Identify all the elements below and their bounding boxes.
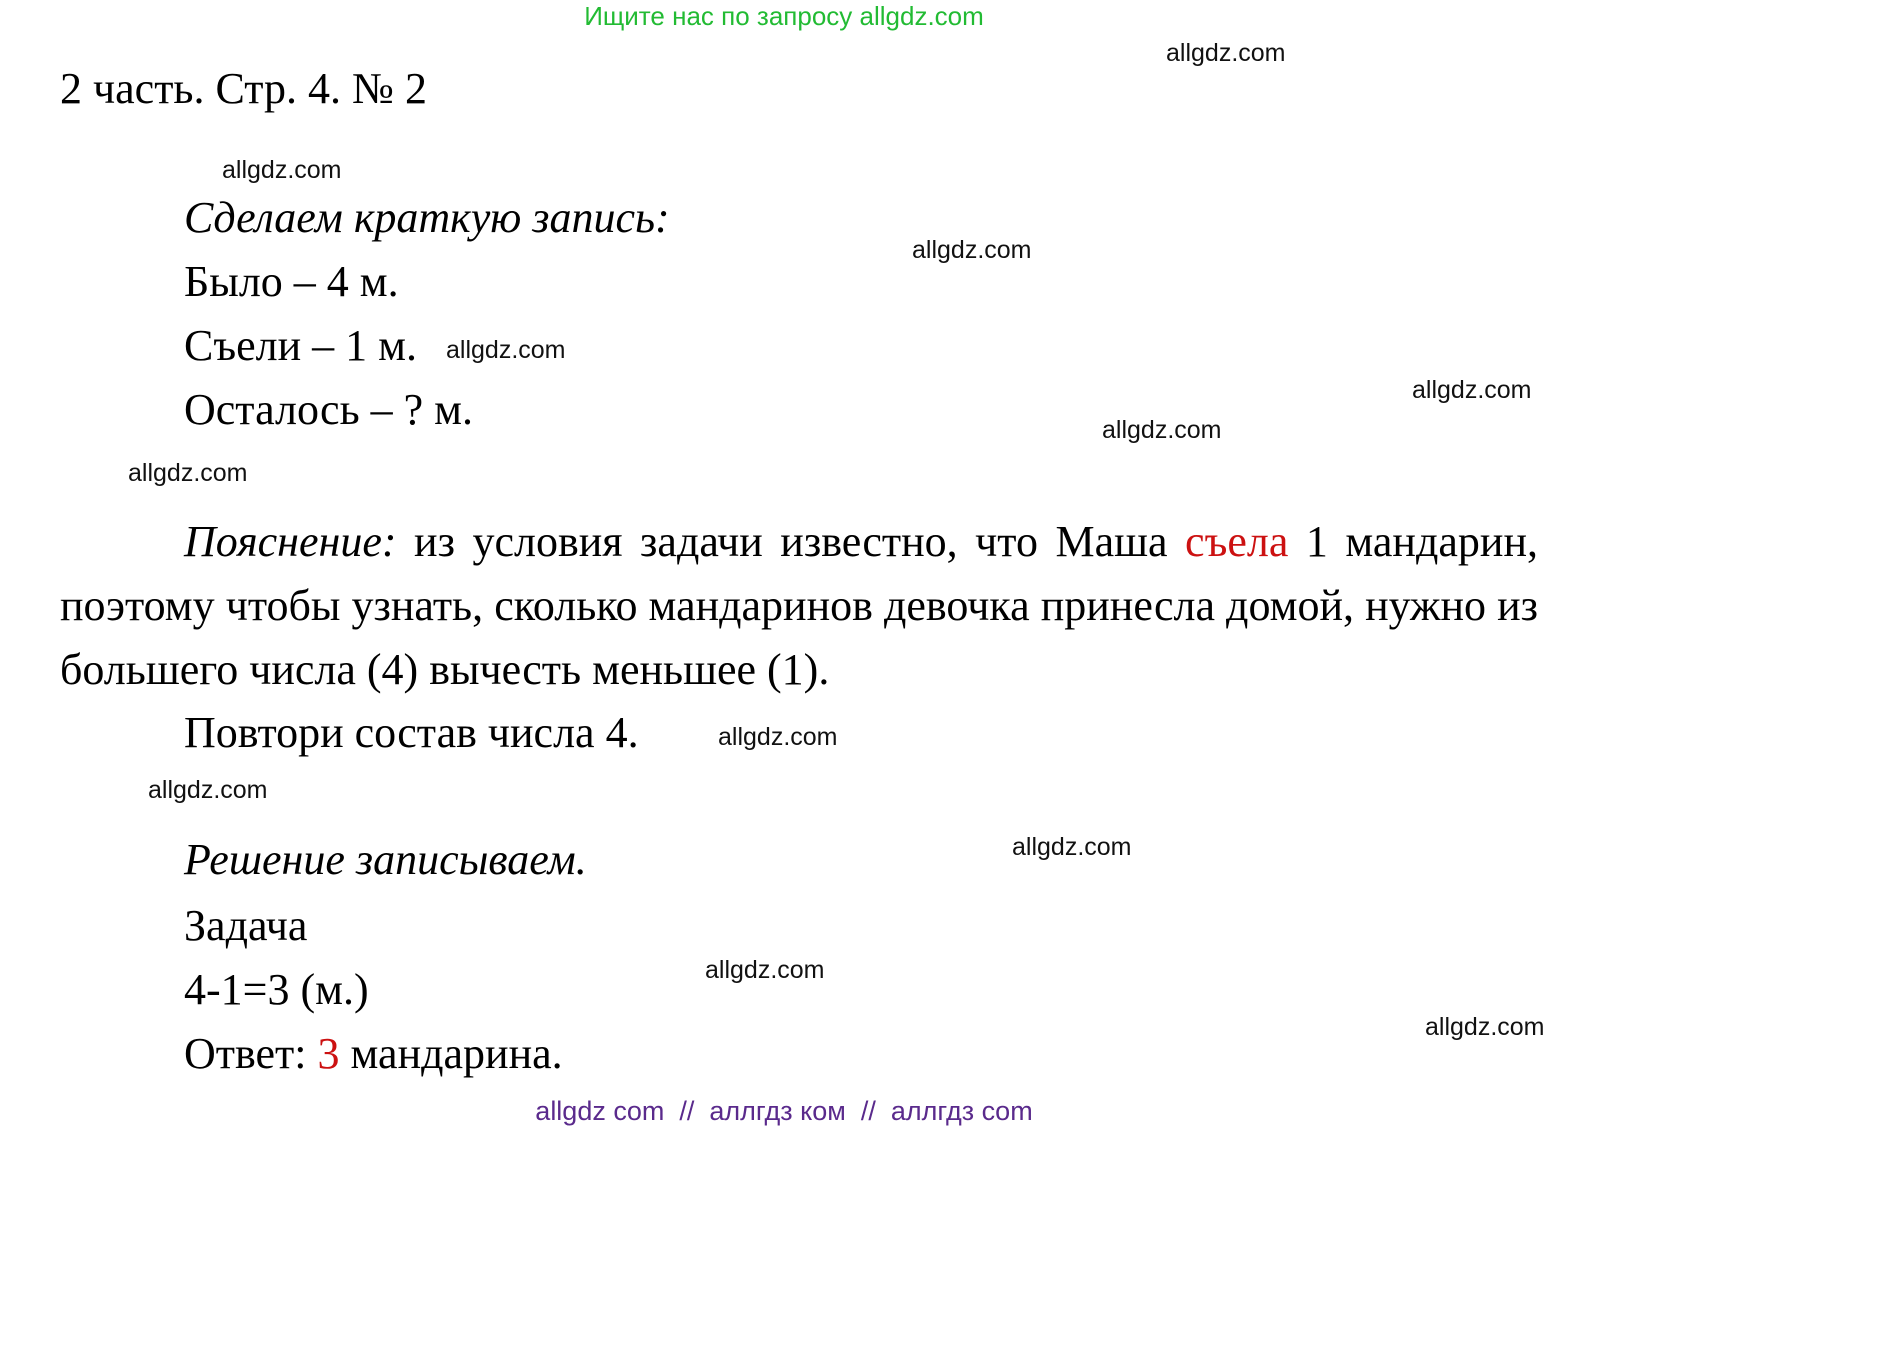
footer-link-allgdz-cyrillic[interactable]: аллгдз ком — [709, 1096, 846, 1126]
answer-unit: мандарина. — [339, 1029, 563, 1078]
short-note-title: Сделаем краткую запись: — [184, 193, 670, 242]
solution-task-label: Задача — [184, 901, 308, 950]
watermark: allgdz.com — [1412, 376, 1532, 404]
footer-separator: // — [845, 1096, 891, 1126]
watermark: allgdz.com — [128, 459, 248, 487]
explanation-text-before: из условия задачи известно, что Маша — [396, 517, 1186, 566]
watermark: allgdz.com — [1102, 416, 1222, 444]
watermark: allgdz.com — [446, 336, 566, 364]
explanation-text-after: 1 мандарин, поэтому чтобы узнать, сколько мандаринов девочка принесла домой, нужно из большего числа (4) вычесть меньшее (1). — [60, 517, 1538, 694]
watermark: allgdz.com — [705, 956, 825, 984]
answer-label: Ответ: — [184, 1029, 318, 1078]
answer-value: 3 — [317, 1029, 340, 1078]
solution-title: Решение записываем. — [184, 835, 587, 884]
watermark: allgdz.com — [718, 723, 838, 751]
watermark: allgdz.com — [148, 776, 268, 804]
short-note-line-left: Осталось – ? м. — [184, 385, 474, 434]
solution-answer — [184, 1026, 563, 1082]
watermark: allgdz.com — [1166, 39, 1286, 67]
top-banner-link[interactable]: Ищите нас по запросу allgdz.com — [584, 1, 984, 31]
short-note-line-had: Было – 4 м. — [184, 257, 399, 306]
explanation-label: Пояснение: — [184, 517, 397, 566]
watermark: allgdz.com — [222, 156, 342, 184]
explanation-paragraph — [60, 510, 1538, 702]
explanation-highlight: съела — [1185, 517, 1289, 566]
footer-link-allgdz-mixed[interactable]: аллгдз com — [890, 1096, 1033, 1126]
short-note-line-ate: Съели – 1 м. — [184, 321, 417, 370]
repeat-composition-line: Повтори состав числа 4. — [184, 708, 639, 757]
watermark: allgdz.com — [1012, 833, 1132, 861]
footer-links — [0, 1094, 1568, 1128]
watermark: allgdz.com — [1425, 1013, 1545, 1041]
footer-link-allgdz[interactable]: allgdz com — [535, 1096, 665, 1126]
watermark: allgdz.com — [912, 236, 1032, 264]
footer-separator: // — [664, 1096, 710, 1126]
solution-expression: 4-1=3 (м.) — [184, 965, 369, 1014]
page-heading: 2 часть. Стр. 4. № 2 — [60, 64, 427, 113]
